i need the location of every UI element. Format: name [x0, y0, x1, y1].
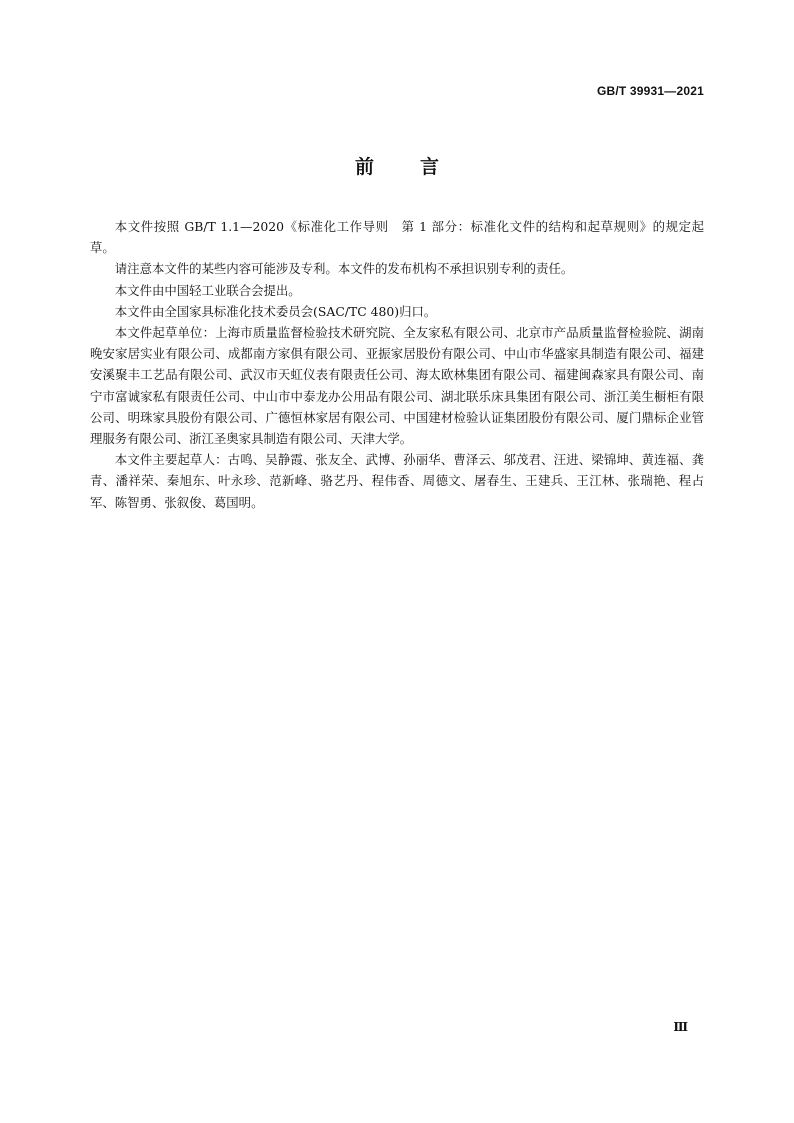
document-standard-number: GB/T 39931—2021	[596, 84, 704, 98]
paragraph-drafting-units: 本文件起草单位：上海市质量监督检验技术研究院、全友家私有限公司、北京市产品质量监督检验院、湖南晚安家居实业有限公司、成都南方家俱有限公司、亚振家居股份有限公司、中山市华盛家具制造有限公司、福建安溪聚丰工艺品有限公司、武汉市天虹仪表有限责任公司、海太欧林集团有限公司、福建闽森家具有限公司、南宁市富诚家私有限责任公司、中山市中泰龙办公用品有限公司、湖北联乐床具集团有限公司、浙江美生橱柜有限公司、明珠家具股份有限公司、广德恒林家居有限公司、中国建材检验认证集团股份有限公司、厦门鼎标企业管理服务有限公司、浙江圣奥家具制造有限公司、天津大学。	[90, 325, 704, 447]
paragraph-patent-notice: 请注意本文件的某些内容可能涉及专利。本文件的发布机构不承担识别专利的责任。	[114, 261, 574, 277]
foreword-body	[90, 216, 704, 513]
paragraph-committee: 本文件由全国家具标准化技术委员会(SAC/TC 480)归口。	[114, 303, 437, 319]
page-number: Ⅲ	[673, 1020, 688, 1034]
paragraph-proposer: 本文件由中国轻工业联合会提出。	[114, 282, 301, 298]
page-title: 前言	[354, 156, 485, 178]
paragraph-drafting-rules: 本文件按照 GB/T 1.1—2020《标准化工作导则 第 1 部分：标准化文件的结构和起草规则》的规定起草。	[90, 219, 704, 256]
paragraph-drafters: 本文件主要起草人：古鸣、吴静霞、张友全、武博、孙丽华、曹泽云、邬茂君、汪进、梁锦坤、黄连福、龚青、潘祥荣、秦旭东、叶永珍、范新峰、骆艺丹、程伟香、周德文、屠春生、王建兵、王江林、张瑞艳、程占军、陈智勇、张叙俊、葛国明。	[90, 452, 704, 510]
